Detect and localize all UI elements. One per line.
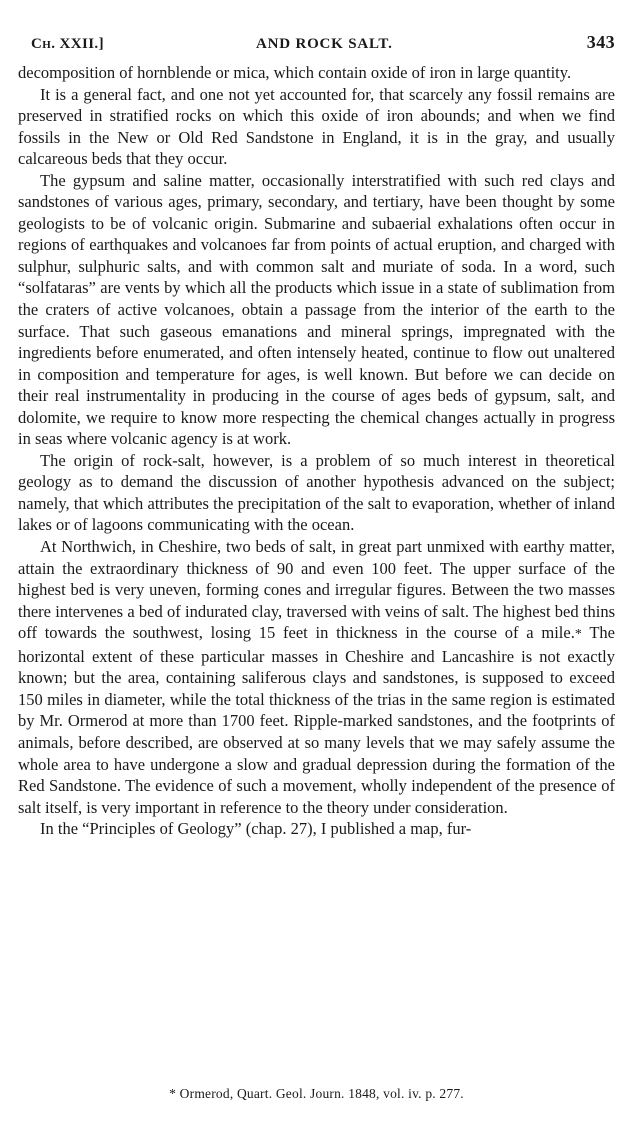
paragraph-gypsum-volcanic: The gypsum and saline matter, occasionally interstratified with such red clays and sandstones of various ages, primary, secondary, and tertiary, have been thought by some geologists to be of volcanic origin. Submarine and subaerial exhalations often occur in regions of earthquakes and volcanoes far from points of actual eruption, and charged with sulphur, sulphuric salts, and with common salt and muriate of soda. In a word, such “solfataras” are vents by which all the products which issue in a state of sublimation from the craters of active volcanoes, obtain a passage from the interior of the earth to the surface. That such gaseous emanations and mineral springs, impregnated with the ingredients before enumerated, and often intensely heated, continue to flow out unaltered in composition and temperature for ages, is well known. But before we can decide on their real instrumentality in producing in the course of ages beds of gypsum, salt, and dolomite, we require to know more respecting the chemical changes actually in progress in seas where volcanic agency is at work.	[18, 170, 615, 449]
book-page	[18, 0, 615, 1136]
running-head	[18, 34, 615, 56]
northwich-text-continued: The horizontal extent of these particular masses in Cheshire and Lancashire is not exactly known; but the area, containing saliferous clays and sandstones, is supposed to exceed 150 miles in diameter, while the total thickness of the trias in the same region is estimated by Mr. Ormerod at more than 1700 feet. Ripple-marked sandstones, and the footprints of animals, before described, are observed at so many levels that we may safely assume the whole area to have undergone a slow and gradual depression during the formation of the Red Sandstone. The evidence of such a movement, wholly independent of the presence of salt itself, is very important in reference to the theory under consideration.	[18, 623, 615, 817]
paragraph-principles: In the “Principles of Geology” (chap. 27), I published a map, fur-	[40, 819, 472, 839]
paragraph-northwich	[18, 536, 615, 818]
page-number: 343	[586, 32, 615, 52]
paragraph-rock-salt-origin: The origin of rock-salt, however, is a problem of so much interest in theoretical geology as to demand the discussion of another hypothesis advanced on the subject; namely, that which attributes the precipitation of the salt to evaporation, whether of inland lakes or of lagoons communicating with the ocean.	[18, 450, 615, 535]
northwich-text: At Northwich, in Cheshire, two beds of salt, in great part unmixed with earthy matter, attain the extraordinary thickness of 90 and even 100 feet. The upper surface of the highest bed is very uneven, forming cones and irregular figures. Between the two masses there intervenes a bed of indurated clay, traversed with veins of salt. The highest bed thins off towards the southwest, losing 15 feet in thickness in the course of a mile.	[18, 537, 615, 643]
footnote: * Ormerod, Quart. Geol. Journ. 1848, vol. iv. p. 277.	[169, 1086, 464, 1101]
paragraph-continuation: decomposition of hornblende or mica, which contain oxide of iron in large quantity.	[18, 63, 572, 82]
body-text	[18, 62, 615, 840]
chapter-label: Ch. XXII.]	[31, 36, 104, 52]
footnote-marker: *	[574, 627, 582, 643]
section-title: AND ROCK SALT.	[256, 36, 393, 52]
paragraph-fossil-remains: It is a general fact, and one not yet accounted for, that scarcely any fossil remains are preserved in stratified rocks on which this oxide of iron abounds; and when we find fossils in the New or Old Red Sandstone in England, it is in the gray, and usually calcareous beds that they occur.	[18, 84, 615, 169]
